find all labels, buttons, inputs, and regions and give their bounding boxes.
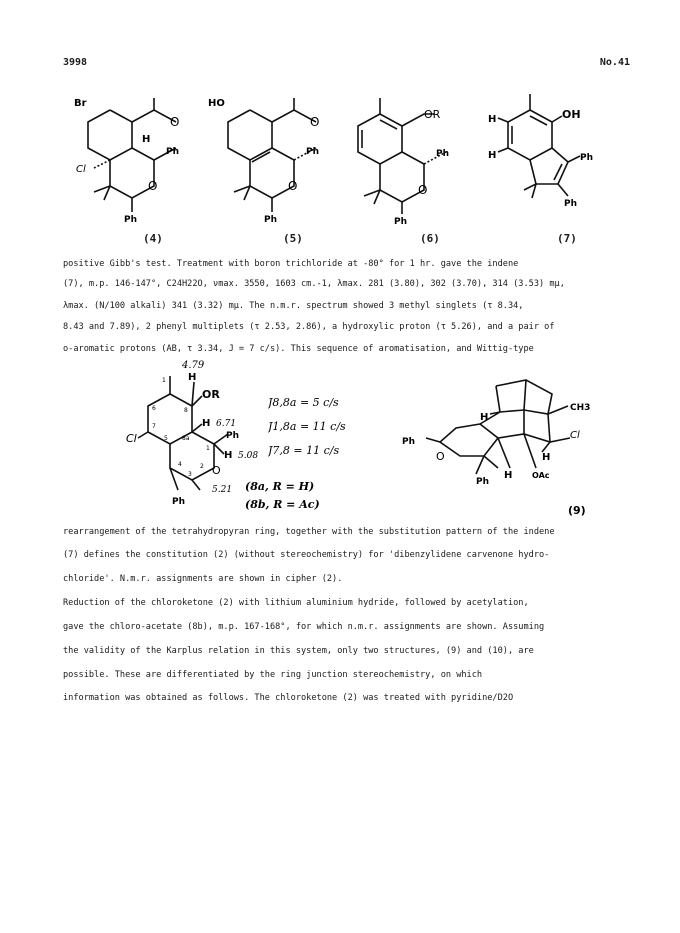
atom-ph: Ph xyxy=(306,147,320,157)
atom-h-top: H xyxy=(488,114,497,125)
atom-o: O xyxy=(170,115,180,129)
coupling-j88a: J8,8a = 5 c/s xyxy=(268,396,339,409)
atom-ph: Ph xyxy=(166,147,180,157)
text-line: possible. These are differentiated by the ring junction stereochemistry, on which xyxy=(63,670,483,680)
compound-label-4: (4) xyxy=(143,232,163,245)
structure-9 xyxy=(400,372,640,522)
issue-number: No.41 xyxy=(599,57,630,68)
coupling-j78: J7,8 = 11 c/s xyxy=(268,444,340,457)
text-line: (7) defines the constitution (2) (without stereochemistry) for 'dibenzylidene carvenone hydro- xyxy=(63,550,550,560)
shift-4-79: 4.79 xyxy=(182,360,205,371)
text-line: (7), m.p. 146-147°, C24H22O, νmax. 3550, 1603 cm.-1, λmax. 281 (3.80), 302 (3.70), 314 (3.53) mμ, xyxy=(63,279,565,289)
atom-o-ring: O xyxy=(288,179,298,193)
compound-label-9: (9) xyxy=(568,504,586,517)
shift-5-21: 5.21 xyxy=(212,485,233,495)
structure-8-captions xyxy=(245,478,375,518)
atom-o: O xyxy=(212,464,221,477)
coupling-j18a: J1,8a = 11 c/s xyxy=(268,420,346,433)
compound-label-5: (5) xyxy=(283,232,303,245)
coupling-constants xyxy=(268,392,378,462)
text-line: λmax. (N/100 alkali) 341 (3.32) mμ. The n.m.r. spectrum showed 3 methyl singlets (τ 8.34, xyxy=(63,301,524,311)
atom-cl: Cl xyxy=(126,432,137,445)
compound-label-6: (6) xyxy=(420,232,440,245)
atom-ph-bottom: Ph xyxy=(124,215,138,225)
atom-or: OR xyxy=(424,108,441,121)
ring-number: 8 xyxy=(184,407,188,414)
structure-4 xyxy=(60,90,200,225)
ring-number: 6 xyxy=(152,405,156,412)
atom-cl: Cl xyxy=(570,430,580,441)
atom-ph-bottom: Ph xyxy=(172,497,186,507)
atom-oac: OAc xyxy=(532,471,550,480)
atom-ch3: CH3 xyxy=(570,403,591,413)
atom-ph: Ph xyxy=(580,153,594,163)
ring-number: 7 xyxy=(152,423,156,430)
atom-ph-bottom: Ph xyxy=(476,477,490,487)
atom-h-50: H xyxy=(224,450,233,461)
text-line: rearrangement of the tetrahydropyran ring, together with the substitution pattern of the indene xyxy=(63,527,555,537)
atom-br: Br xyxy=(74,98,87,109)
atom-o: O xyxy=(436,450,445,463)
text-line: chloride'. N.m.r. assignments are shown in cipher (2). xyxy=(63,574,343,584)
atom-oh: OH xyxy=(562,108,581,121)
atom-ph-bottom: Ph xyxy=(564,199,578,209)
text-line: 8.43 and 7.89), 2 phenyl multiplets (τ 2.53, 2.86), a hydroxylic proton (τ 5.26), and a pair of xyxy=(63,322,555,332)
atom-h: H xyxy=(480,412,489,423)
atom-ph: Ph xyxy=(436,149,450,159)
structure-6 xyxy=(340,90,480,225)
caption-8b: (8b, R = Ac) xyxy=(245,498,320,511)
shift-5-08: 5.08 xyxy=(238,451,259,461)
atom-cl: Cl xyxy=(76,164,86,175)
ring-number: 2 xyxy=(200,463,204,470)
text-line: information was obtained as follows. The chloroketone (2) was treated with pyridine/D2O xyxy=(63,693,514,703)
atom-ph-bottom: Ph xyxy=(394,217,408,225)
ring-number: 4 xyxy=(178,461,182,468)
atom-h-bottom: H xyxy=(488,150,497,161)
atom-ph-left: Ph xyxy=(402,437,416,447)
atom-ph: Ph xyxy=(226,431,240,441)
atom-h-bottom: H xyxy=(504,470,513,481)
atom-o-ring: O xyxy=(418,183,428,197)
atom-or: OR xyxy=(202,388,220,401)
ring-number: 8a xyxy=(182,435,190,442)
shift-6-71: 6.71 xyxy=(216,419,237,429)
atom-h-top: H xyxy=(188,372,197,383)
text-line: gave the chloro-acetate (8b), m.p. 167-168°, for which n.m.r. assignments are shown. Assuming xyxy=(63,622,545,632)
ring-number: 1 xyxy=(206,445,210,452)
structure-7 xyxy=(470,90,610,225)
ring-number: 1 xyxy=(162,377,166,384)
ring-number: 3 xyxy=(188,471,192,478)
atom-ph-bottom: Ph xyxy=(264,215,278,225)
atom-ho: HO xyxy=(208,98,225,109)
atom-h: H xyxy=(142,134,151,145)
page-number: 3998 xyxy=(63,57,88,68)
text-line: the validity of the Karplus relation in this system, only two structures, (9) and (10), are xyxy=(63,646,534,656)
atom-h-67: H xyxy=(202,418,211,429)
caption-8a: (8a, R = H) xyxy=(245,480,315,493)
structure-5 xyxy=(200,90,340,225)
text-line: positive Gibb's test. Treatment with boron trichloride at -80° for 1 hr. gave the indene xyxy=(63,259,519,269)
atom-h-right: H xyxy=(542,452,551,463)
atom-o: O xyxy=(310,115,320,129)
text-line: Reduction of the chloroketone (2) with lithium aluminium hydride, followed by acetylation, xyxy=(63,598,529,608)
text-line: o-aromatic protons (AB, τ 3.34, J = 7 c/s). This sequence of aromatisation, and Wittig-type xyxy=(63,344,534,354)
atom-o-ring: O xyxy=(148,179,158,193)
compound-label-7: (7) xyxy=(557,232,577,245)
ring-number: 5 xyxy=(164,435,168,442)
